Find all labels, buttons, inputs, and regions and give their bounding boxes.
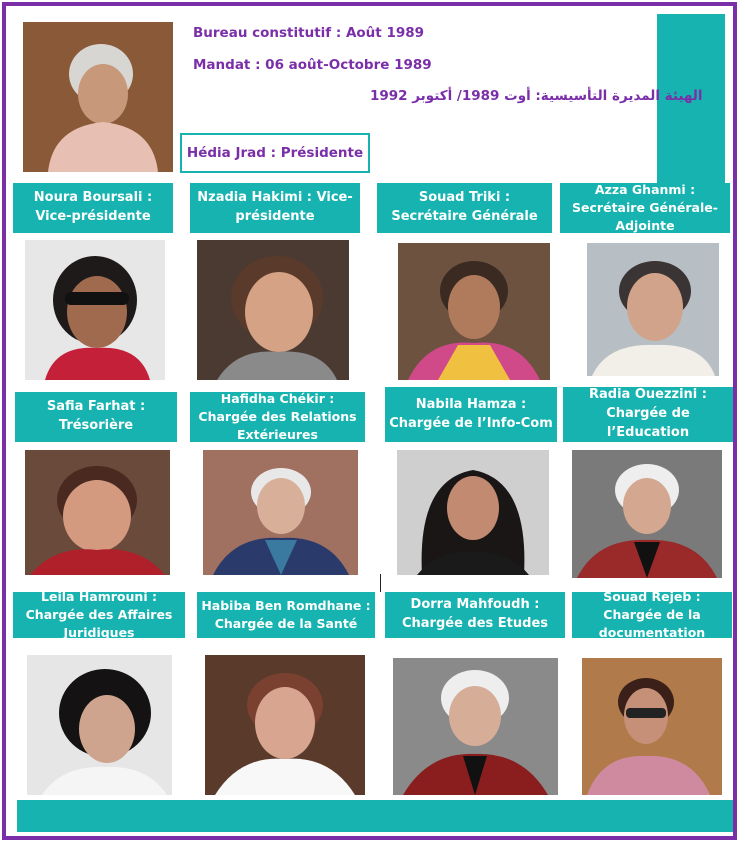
member-label-10: Habiba Ben Romdhane : Chargée de la Santé xyxy=(197,592,375,638)
member-photo-1 xyxy=(25,240,165,380)
header-line-arabic: الهيئة المديرة التأسيسية: أوت 1989/ أكتوبر 1992 xyxy=(370,88,703,104)
member-photo-4 xyxy=(587,243,719,376)
member-label-12: Souad Rejeb : Chargée de la documentation xyxy=(572,592,732,638)
member-label-6: Hafidha Chékir : Chargée des Relations Extérieures xyxy=(190,392,365,442)
member-label-11: Dorra Mahfoudh : Chargée des Etudes xyxy=(385,592,565,638)
member-photo-3 xyxy=(398,243,550,380)
member-photo-2 xyxy=(197,240,349,380)
member-photo-11 xyxy=(393,658,558,795)
member-photo-5 xyxy=(25,450,170,575)
header-line-1: Bureau constitutif : Août 1989 xyxy=(193,25,425,41)
member-label-5: Safia Farhat : Trésorière xyxy=(15,392,177,442)
member-label-9: Leila Hamrouni : Chargée des Affaires Juridiques xyxy=(13,592,185,638)
member-label-7: Nabila Hamza : Chargée de l’Info-Com xyxy=(385,387,557,442)
president-photo xyxy=(23,22,173,172)
member-label-2: Nzadia Hakimi : Vice-présidente xyxy=(190,183,360,233)
president-label: Hédia Jrad : Présidente xyxy=(180,133,370,173)
member-photo-6 xyxy=(203,450,358,575)
member-photo-9 xyxy=(27,655,172,795)
member-label-1: Noura Boursali : Vice-présidente xyxy=(13,183,173,233)
member-photo-8 xyxy=(572,450,722,578)
header-line-2: Mandat : 06 août-Octobre 1989 xyxy=(193,57,432,73)
text-cursor xyxy=(380,574,381,592)
member-label-3: Souad Triki : Secrétaire Générale xyxy=(377,183,552,233)
member-label-8: Radia Ouezzini : Chargée de l’Education xyxy=(563,387,733,442)
member-label-4: Azza Ghanmi : Secrétaire Générale-Adjointe xyxy=(560,183,730,233)
decorative-bar-bottom xyxy=(17,800,733,832)
member-photo-12 xyxy=(582,658,722,795)
member-photo-10 xyxy=(205,655,365,795)
member-photo-7 xyxy=(397,450,549,575)
